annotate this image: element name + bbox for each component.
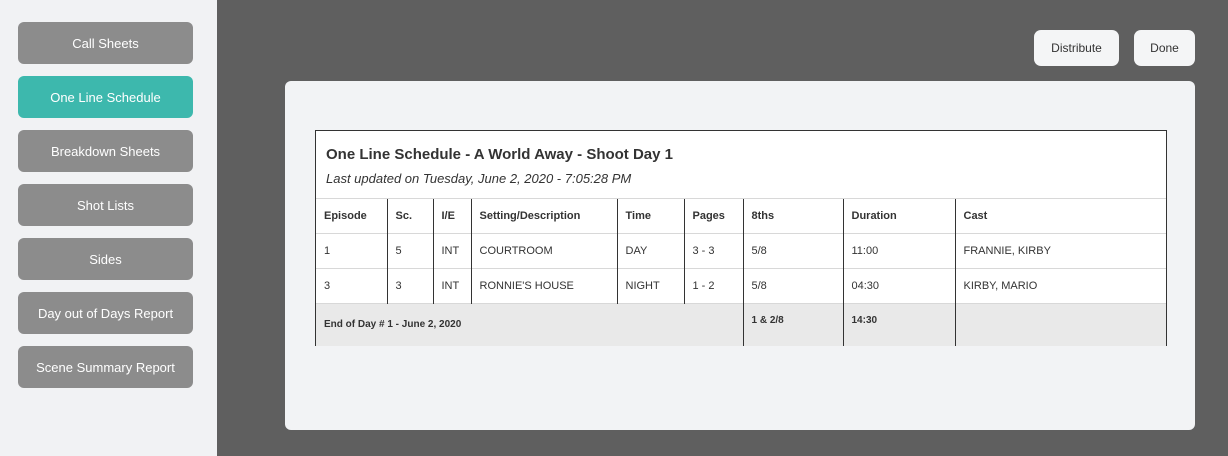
col-header-episode: Episode (316, 199, 387, 234)
col-header-cast: Cast (955, 199, 1166, 234)
nav-breakdown-sheets-button[interactable]: Breakdown Sheets (18, 130, 193, 172)
footer-day-label: End of Day # 1 - June 2, 2020 (316, 304, 743, 346)
distribute-button[interactable]: Distribute (1034, 30, 1119, 66)
cell-pages: 1 - 2 (684, 269, 743, 304)
col-header-time: Time (617, 199, 684, 234)
table-footer-row (316, 304, 1166, 346)
report-panel (285, 81, 1195, 430)
footer-duration-total: 14:30 (843, 304, 955, 346)
cell-cast: KIRBY, MARIO (955, 269, 1166, 304)
cell-eighths: 5/8 (743, 234, 843, 269)
one-line-schedule-report (315, 130, 1167, 346)
cell-scene: 3 (387, 269, 433, 304)
footer-cast (955, 304, 1166, 346)
col-header-ie: I/E (433, 199, 471, 234)
cell-time: NIGHT (617, 269, 684, 304)
schedule-table (316, 198, 1166, 346)
done-button[interactable]: Done (1134, 30, 1195, 66)
nav-call-sheets-button[interactable]: Call Sheets (18, 22, 193, 64)
cell-duration: 04:30 (843, 269, 955, 304)
table-header-row (316, 199, 1166, 234)
table-row (316, 269, 1166, 304)
nav-scene-summary-button[interactable]: Scene Summary Report (18, 346, 193, 388)
report-subtitle: Last updated on Tuesday, June 2, 2020 - 7:05:28 PM (326, 171, 632, 186)
nav-sides-button[interactable]: Sides (18, 238, 193, 280)
col-header-scene: Sc. (387, 199, 433, 234)
col-header-duration: Duration (843, 199, 955, 234)
cell-ie: INT (433, 234, 471, 269)
col-header-setting: Setting/Description (471, 199, 617, 234)
nav-day-out-of-days-button[interactable]: Day out of Days Report (18, 292, 193, 334)
cell-scene: 5 (387, 234, 433, 269)
report-title: One Line Schedule - A World Away - Shoot Day 1 (326, 146, 673, 163)
col-header-pages: Pages (684, 199, 743, 234)
cell-time: DAY (617, 234, 684, 269)
footer-eighths-total: 1 & 2/8 (743, 304, 843, 346)
cell-setting: COURTROOM (471, 234, 617, 269)
nav-one-line-schedule-button[interactable]: One Line Schedule (18, 76, 193, 118)
col-header-eighths: 8ths (743, 199, 843, 234)
cell-episode: 1 (316, 234, 387, 269)
nav-shot-lists-button[interactable]: Shot Lists (18, 184, 193, 226)
cell-setting: RONNIE'S HOUSE (471, 269, 617, 304)
table-row (316, 234, 1166, 269)
sidebar (0, 0, 217, 456)
cell-ie: INT (433, 269, 471, 304)
cell-pages: 3 - 3 (684, 234, 743, 269)
cell-cast: FRANNIE, KIRBY (955, 234, 1166, 269)
cell-duration: 11:00 (843, 234, 955, 269)
cell-episode: 3 (316, 269, 387, 304)
cell-eighths: 5/8 (743, 269, 843, 304)
